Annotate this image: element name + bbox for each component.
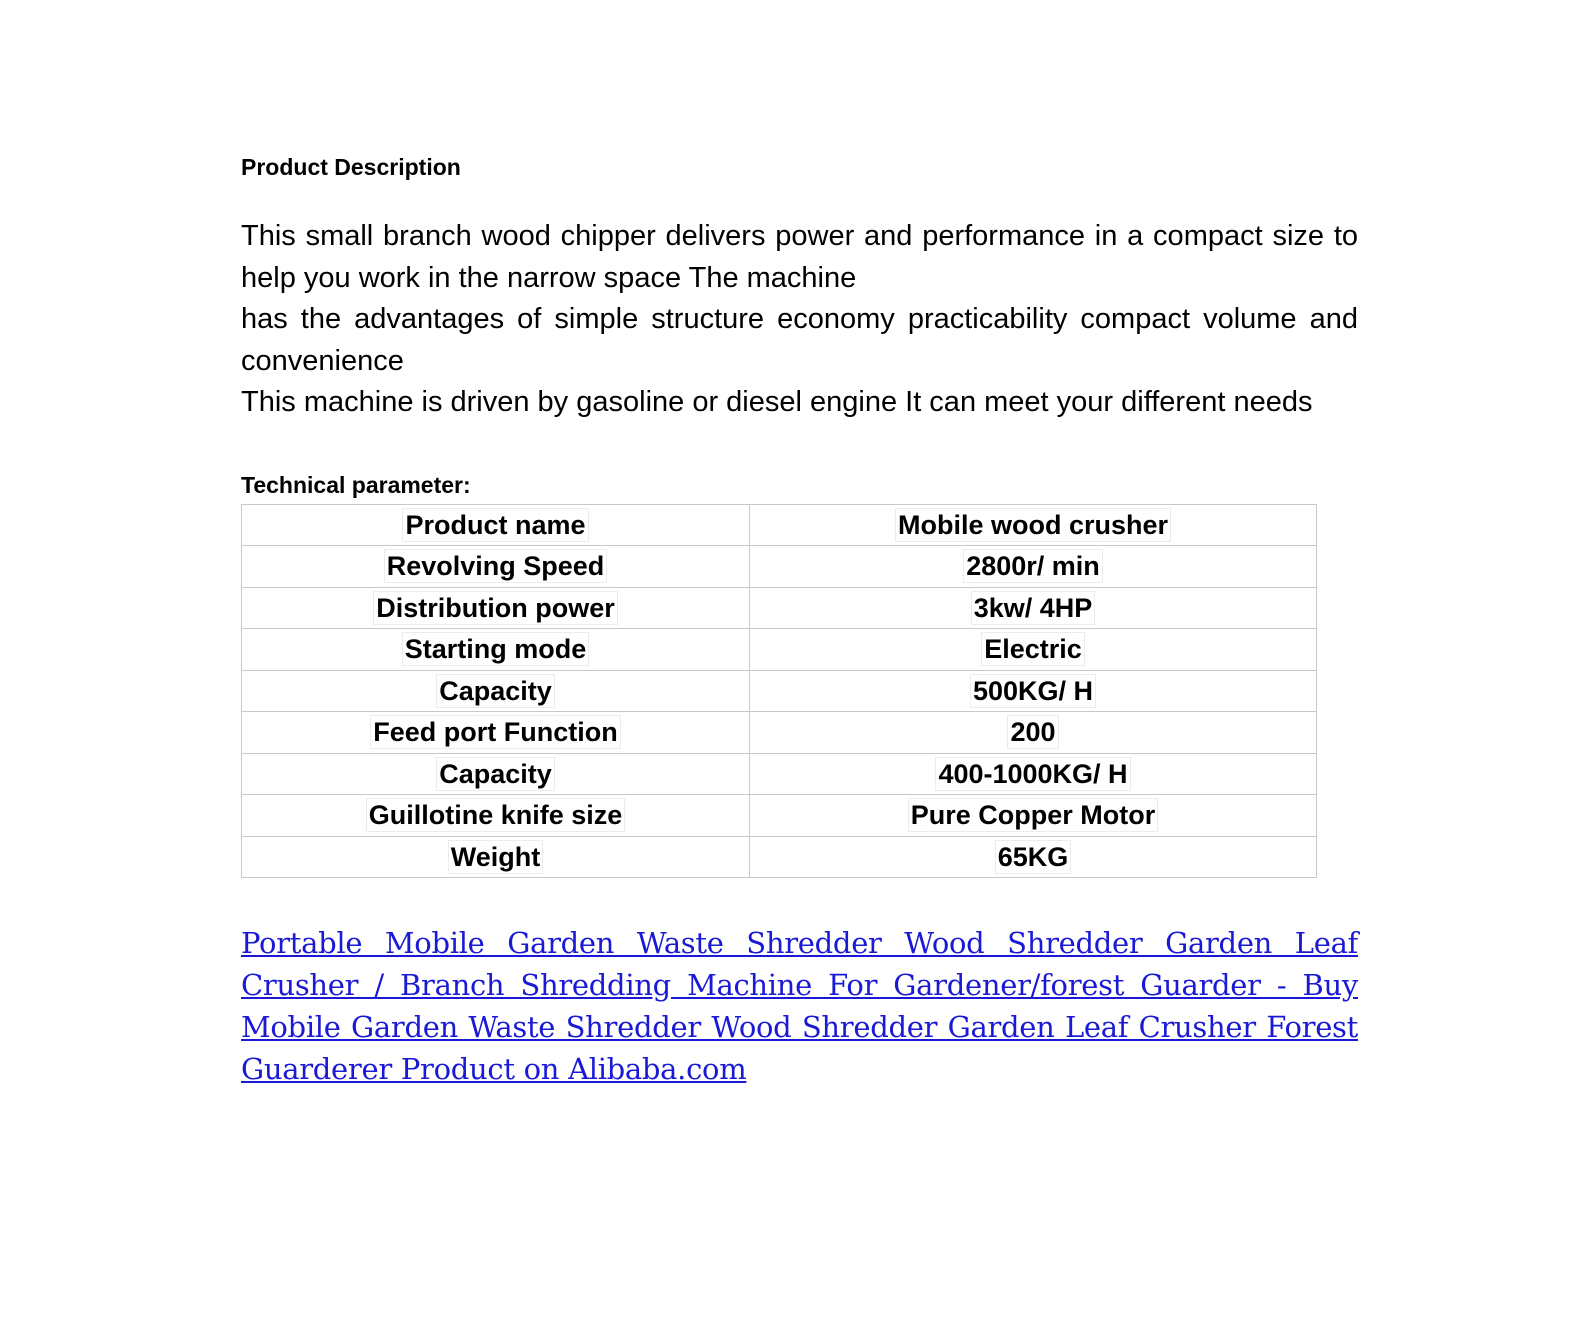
parameter-label-cell xyxy=(242,753,750,795)
table-row xyxy=(242,836,1317,878)
parameter-value-cell xyxy=(750,670,1317,712)
parameter-value: Mobile wood crusher xyxy=(897,509,1169,540)
parameter-label-cell xyxy=(242,670,750,712)
parameter-label-cell xyxy=(242,712,750,754)
parameter-value-cell xyxy=(750,504,1317,546)
parameter-value-cell xyxy=(750,629,1317,671)
parameter-value-cell xyxy=(750,546,1317,588)
parameter-label: Starting mode xyxy=(404,634,587,665)
parameter-value: 400-1000KG/ H xyxy=(938,758,1128,789)
table-row xyxy=(242,712,1317,754)
parameter-label: Revolving Speed xyxy=(386,551,605,582)
table-row xyxy=(242,795,1317,837)
parameter-label: Weight xyxy=(450,841,541,872)
parameter-value: 65KG xyxy=(997,841,1069,872)
table-row xyxy=(242,753,1317,795)
product-description-heading: Product Description xyxy=(241,154,461,180)
parameter-value: 500KG/ H xyxy=(972,675,1094,706)
document-page xyxy=(241,152,1358,1090)
product-link-block xyxy=(241,922,1358,1090)
intro-paragraph: This machine is driven by gasoline or diesel engine It can meet your different needs xyxy=(241,386,1313,418)
parameter-value: Electric xyxy=(984,634,1082,665)
parameter-value-cell xyxy=(750,795,1317,837)
table-row xyxy=(242,504,1317,546)
parameter-value-cell xyxy=(750,587,1317,629)
parameter-label-cell xyxy=(242,629,750,671)
parameter-label: Capacity xyxy=(439,675,552,706)
table-row xyxy=(242,629,1317,671)
parameter-value: 3kw/ 4HP xyxy=(973,592,1093,623)
parameter-value: 200 xyxy=(1010,717,1056,748)
alibaba-product-link[interactable]: Portable Mobile Garden Waste Shredder Wood Shredder Garden Leaf Crusher / Branch Shredding Machine For Gardener/forest Guarder - Buy Mobile Garden Waste Shredder Wood Shredder Garden Leaf Crusher Forest Guarderer Product on Alibaba.com xyxy=(241,926,1358,1086)
intro-paragraph: This small branch wood chipper delivers power and performance in a compact size to help you work in the narrow space The machine xyxy=(241,220,1358,294)
parameter-value-cell xyxy=(750,836,1317,878)
parameter-label-cell xyxy=(242,587,750,629)
parameter-value-cell xyxy=(750,712,1317,754)
parameter-value-cell xyxy=(750,753,1317,795)
table-row xyxy=(242,587,1317,629)
intro-paragraph: has the advantages of simple structure economy practicability compact volume and convenience xyxy=(241,303,1358,377)
technical-parameter-table xyxy=(241,504,1317,879)
parameter-label-cell xyxy=(242,546,750,588)
parameter-label-cell xyxy=(242,836,750,878)
technical-parameter-heading: Technical parameter: xyxy=(241,471,471,498)
table-row xyxy=(242,670,1317,712)
parameter-label: Product name xyxy=(405,509,586,540)
parameter-label-cell xyxy=(242,795,750,837)
parameter-value: 2800r/ min xyxy=(966,551,1100,582)
intro-text xyxy=(241,216,1358,424)
table-row xyxy=(242,546,1317,588)
parameter-label: Feed port Function xyxy=(373,717,618,748)
parameter-label: Capacity xyxy=(439,758,552,789)
parameter-label: Distribution power xyxy=(376,592,615,623)
parameter-label: Guillotine knife size xyxy=(368,800,623,831)
parameter-label-cell xyxy=(242,504,750,546)
parameter-value: Pure Copper Motor xyxy=(910,800,1156,831)
